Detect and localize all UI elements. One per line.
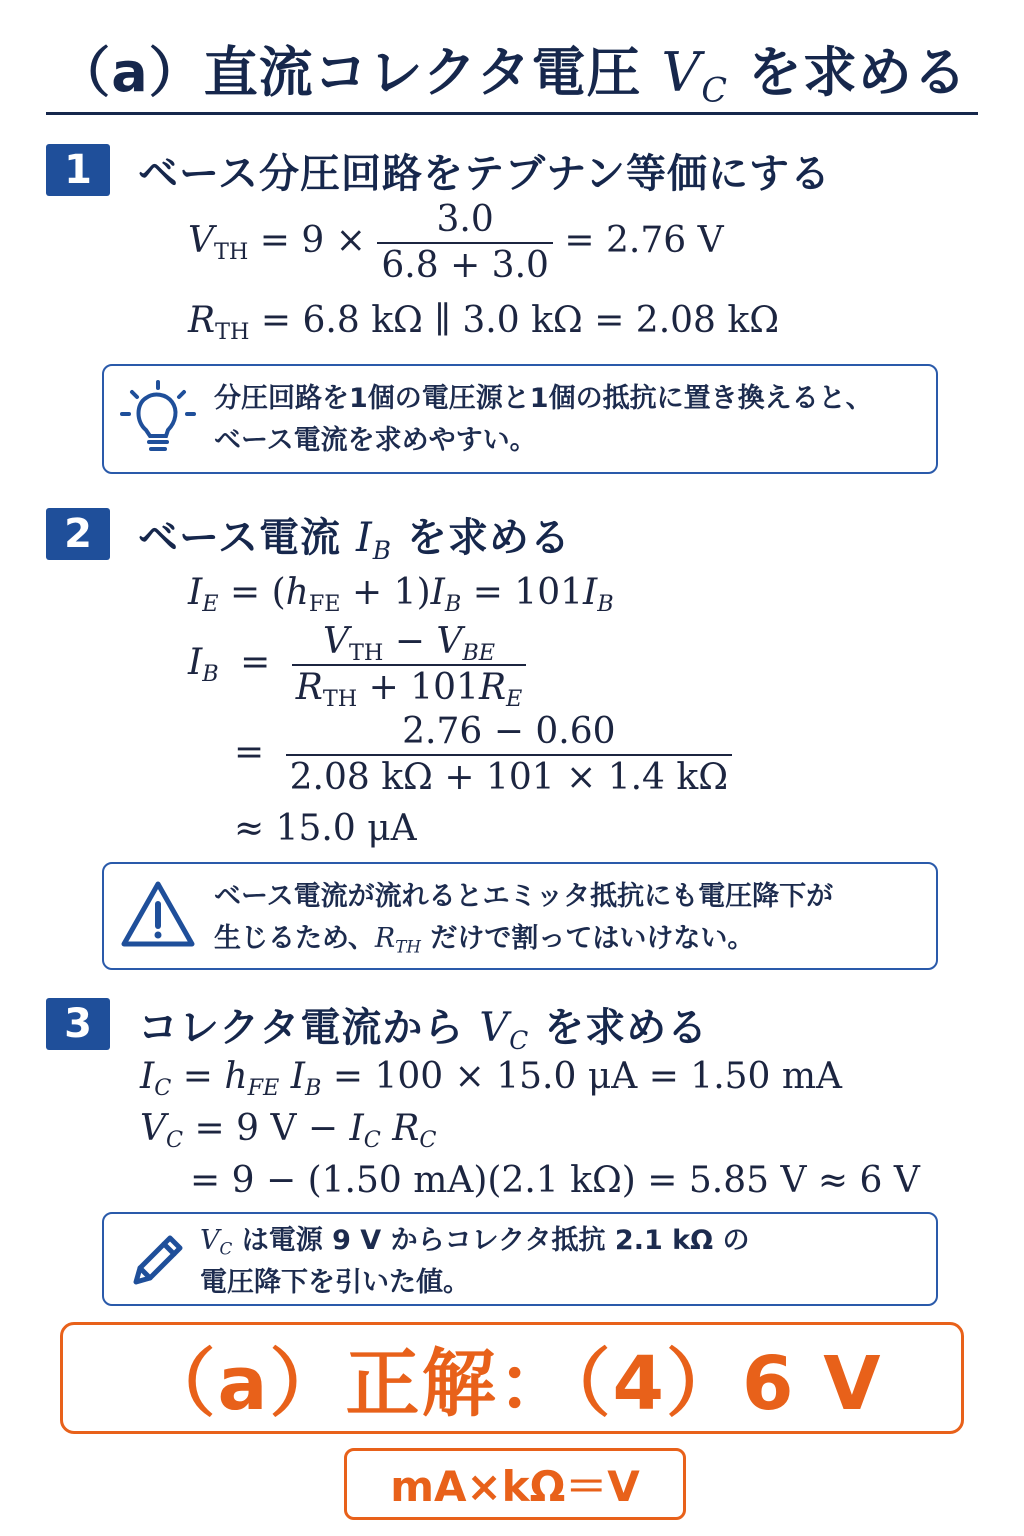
title-divider — [46, 112, 978, 115]
ib-numeric-fraction: $\frac{2.76 - 0.60}{2.08 k\Omega + 101 \times 1.4 k\Omega}$ — [286, 710, 732, 800]
step-2-title: ベース電流 $I_B$ を求める — [138, 514, 571, 565]
step-1-header — [46, 144, 831, 196]
step-1-badge: 1 — [46, 144, 110, 196]
vc-result: = 9 − (1.50 mA)(2.1 kΩ) = 5.85 V ≈ 6 V — [190, 1160, 920, 1201]
ib-result: ≈ 15.0 μA — [234, 808, 417, 849]
ie-equation: $I_E = (h_{FE} + 1)I_B = 101I_B$ — [188, 572, 614, 618]
vc-equation: $V_C = 9$ $V - I_C$ $R_C$ — [140, 1108, 437, 1154]
step-3-title: コレクタ電流から $V_C$ を求める — [138, 1004, 709, 1055]
ib-symbolic-fraction: $\frac{V_{TH} - V_{BE}}{R_{TH} + 101R_E}$ — [292, 620, 527, 710]
step-1-title: ベース分圧回路をテブナン等価にする — [138, 150, 831, 197]
warning-icon — [118, 878, 198, 958]
ic-equation: $I_C = h_{FE}$ $I_B = 100 \times 15.0$ μA = 1.50 mA — [140, 1056, 843, 1102]
tip-note: 分圧回路を1個の電圧源と1個の抵抗に置き換えると、 ベース電流を求めやすい。 — [102, 364, 938, 474]
answer-box: （a）正解：（4）6 V — [60, 1322, 964, 1434]
vth-fraction: $\frac{3.0}{6.8 + 3.0}$ — [377, 198, 553, 288]
ib-numeric: = $\frac{2.76 - 0.60}{2.08 k\Omega + 101 \times 1.4 k\Omega}$ — [234, 710, 732, 800]
step-3-badge: 3 — [46, 998, 110, 1050]
step-3-header — [46, 998, 709, 1055]
rth-equation: $R_{TH} = 6.8$ kΩ ∥ 3.0 kΩ = 2.08 kΩ — [188, 300, 780, 346]
step-2-header — [46, 508, 571, 565]
lightbulb-icon — [118, 378, 198, 466]
ib-formula: $I_B$ = $\frac{V_{TH} - V_{BE}}{R_{TH} + 101R_E}$ — [188, 620, 526, 710]
page-title: （a）直流コレクタ電圧 $V_C$ を求める — [56, 41, 968, 110]
vth-equation: $V_{TH} = 9$ × $\frac{3.0}{6.8 + 3.0}$ = 2.76 V — [188, 199, 724, 286]
step-2-badge: 2 — [46, 508, 110, 560]
pencil-icon — [118, 1224, 198, 1300]
unit-hint-box: mA×kΩ＝V — [344, 1448, 686, 1520]
memo-note: $V_C$ は電源 9 V からコレクタ抵抗 2.1 kΩ の 電圧降下を引いた値。 — [102, 1212, 938, 1306]
warning-note: ベース電流が流れるとエミッタ抵抗にも電圧降下が 生じるため、$R_{TH}$ だけで割ってはいけない。 — [102, 862, 938, 970]
